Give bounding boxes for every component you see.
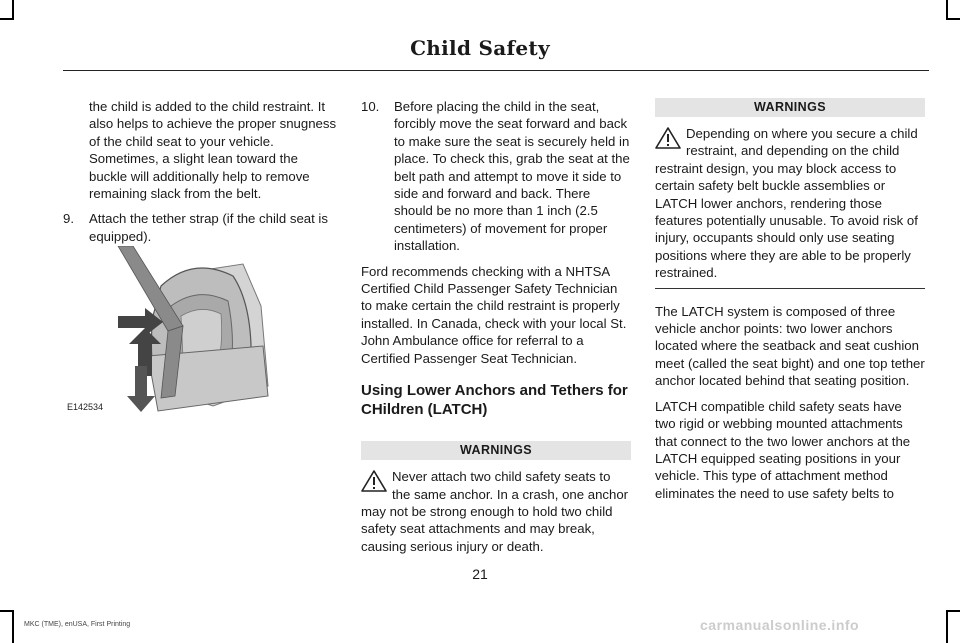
column-1 [63,98,338,253]
recommendation-paragraph: Ford recommends checking with a NHTSA Certified Child Passenger Safety Technician to make certain the child restraint is properly installed. In Canada, check with your local St. John Ambulance office for referral to a Certified Passenger Seat Technician. [361,263,627,366]
warning-block [655,125,925,282]
page-title: Child Safety [410,36,550,60]
crop-mark [12,0,14,20]
child-seat-illustration [63,246,338,418]
crop-mark [0,610,14,612]
latch-paragraph: The LATCH system is composed of three vehicle anchor points: two lower anchors located where the seatback and seat cushion meet (called the seat bight) and one top tether anchor located behind that seating position. [655,303,925,389]
continuation-paragraph: the child is added to the child restraint. It also helps to achieve the proper snugness of the child seat to your vehicle. Sometimes, a slight lean toward the buckle will additionally help to remove remaining slack from the belt. [89,99,337,202]
list-text: Before placing the child in the seat, forcibly move the seat forward and back to make sure the seat is securely held in place. To check this, grab the seat at the belt path and attempt to move it side to side and forward and back. There should be no more than 1 inch (2.5 centimeters) of movement for proper installation. [394,99,630,254]
child-seat-icon [63,246,338,418]
warnings-header: WARNINGS [655,98,925,117]
watermark: carmanualsonline.info [700,617,860,633]
list-text: Attach the tether strap (if the child seat is equipped). [89,211,328,244]
warning-text: Depending on where you secure a child restraint, and depending on the child restraint design, you may block access to certain safety belt buckle assemblies or LATCH lower anchors, rendering those features potentially unusable. To avoid risk of injury, occupants should only use seating positions where they are able to be properly restrained. [655,126,918,281]
page-number: 21 [472,566,488,582]
list-number: 9. [63,211,74,227]
figure-code: E142534 [67,402,104,412]
section-heading: Using Lower Anchors and Tethers for CHildren (LATCH) [361,382,628,419]
column-3 [655,98,925,510]
crop-mark [0,18,14,20]
warning-text: Never attach two child safety seats to the same anchor. In a crash, one anchor may not be strong enough to hold two child safety seat attachments and may break, causing serious injury or death. [361,469,629,554]
warning-rule [655,288,925,289]
warning-block [361,468,631,555]
print-info: MKC (TME), enUSA, First Printing [24,621,131,628]
list-item-9 [63,210,338,245]
header-rule [63,70,929,71]
warning-triangle-icon [361,470,387,492]
list-item-10 [361,98,631,255]
column-2 [361,98,631,555]
warnings-header: WARNINGS [361,441,631,460]
crop-mark [946,0,948,20]
compatible-paragraph: LATCH compatible child safety seats have two rigid or webbing mounted attachments that connect to the two lower anchors at the LATCH equipped seating positions in your vehicle. This type of attachment method eliminates the need to use safety belts to [655,398,911,501]
crop-mark [946,18,960,20]
crop-mark [946,610,960,612]
crop-mark [12,610,14,643]
warning-triangle-icon [655,127,681,149]
list-number: 10. [361,99,380,114]
